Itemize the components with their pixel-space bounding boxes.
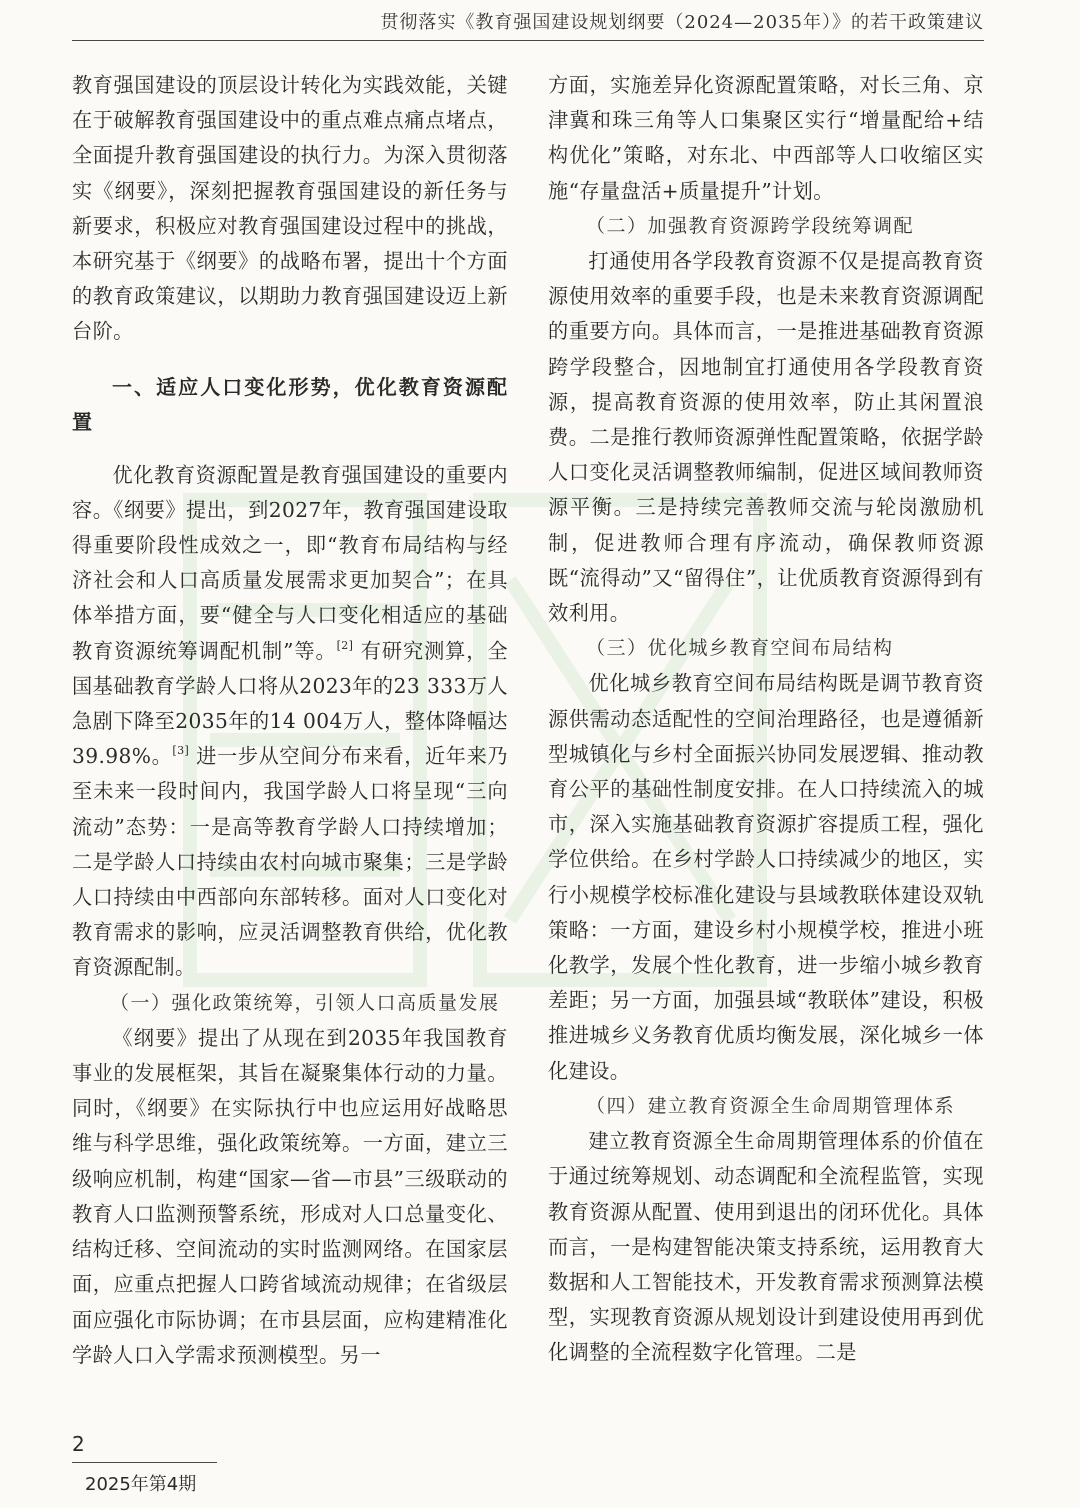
- running-header: 贯彻落实《教育强国建设规划纲要（2024—2035年）》的若干政策建议: [380, 12, 984, 33]
- section-heading-1: 一、适应人口变化形势，优化教育资源配置: [72, 374, 508, 434]
- issue-label: 2025年第4期: [85, 1474, 197, 1495]
- left-column: [72, 68, 508, 1373]
- subsection-heading-4: （四）建立教育资源全生命周期管理体系: [586, 1094, 956, 1117]
- subsection-heading-2: （二）加强教育资源跨学段统筹调配: [586, 214, 915, 237]
- paragraph-policy-coordination: 《纲要》提出了从现在到2035年我国教育事业的发展框架，其旨在凝聚集体行动的力量。同时，《纲要》在实际执行中也应运用好战略思维与科学思维，强化政策统筹。一方面，建立三级响应机制，构建“国家—省—市县”三级联动的教育人口监测预警系统，形成对人口总量变化、结构迁移、空间流动的实时监测网络。在国家层面，应重点把握人口跨省域流动规律；在省级层面应强化市际协调；在市县层面，应构建精准化学龄人口入学需求预测模型。另一: [72, 1025, 508, 1367]
- paragraph-cross-stage: 打通使用各学段教育资源不仅是提高教育资源使用效率的重要手段，也是未来教育资源调配的重要方向。具体而言，一是推进基础教育资源跨学段整合，因地制宜打通使用各学段教育资源，提高教育资源的使用效率，防止其闲置浪费。二是推行教师资源弹性配置策略，依据学龄人口变化灵活调整教师编制，促进区域间教师资源平衡。三是持续完善教师交流与轮岗激励机制，促进教师合理有序流动，确保教师资源既“流得动”又“留得住”，让优质教育资源得到有效利用。: [548, 249, 984, 626]
- subsection-heading-3: （三）优化城乡教育空间布局结构: [586, 637, 894, 660]
- paragraph-text: 进一步从空间分布来看，近年来乃至未来一段时间内，我国学龄人口将呈现“三向流动”态势：一是高等教育学龄人口持续增加；二是学龄人口持续由农村向城市聚集；三是学龄人口持续由中西部向东部转移。面对人口变化对教育需求的影响，应灵活调整教育供给，优化教育资源配制。: [72, 744, 508, 980]
- header-rule: [72, 40, 984, 41]
- paragraph-text: 有研究测算，全国基础教育学龄人口将从2023年的23 333万人急剧下降至2035年的14 004万人，整体降幅达39.98%。: [72, 638, 508, 769]
- subsection-heading-1: （一）强化政策统筹，引领人口高质量发展: [110, 991, 500, 1014]
- intro-paragraph: 教育强国建设的顶层设计转化为实践效能，关键在于破解教育强国建设中的重点难点痛点堵点，全面提升教育强国建设的执行力。为深入贯彻落实《纲要》，深刻把握教育强国建设的新任务与新要求，积极应对教育强国建设过程中的挑战，本研究基于《纲要》的战略布署，提出十个方面的教育政策建议，以期助力教育强国建设迈上新台阶。: [72, 73, 508, 344]
- paragraph-continuation: 方面，实施差异化资源配置策略，对长三角、京津冀和珠三角等人口集聚区实行“增量配给+结构优化”策略，对东北、中西部等人口收缩区实施“存量盘活+质量提升”计划。: [548, 73, 984, 203]
- footer-rule: [72, 1462, 217, 1463]
- page-number: 2: [72, 1432, 85, 1456]
- citation-ref-3: [3]: [172, 744, 190, 758]
- paragraph-text: 优化教育资源配置是教育强国建设的重要内容。《纲要》提出，到2027年，教育强国建设取得重要阶段性成效之一，即“教育布局结构与经济社会和人口高质量发展需求更加契合”；在具体举措方面，要“健全与人口变化相适应的基础教育资源统筹调配机制”等。: [72, 462, 508, 663]
- right-column: [548, 68, 984, 1371]
- paragraph-urban-rural: 优化城乡教育空间布局结构既是调节教育资源供需动态适配性的空间治理路径，也是遵循新型城镇化与乡村全面振兴协同发展逻辑、推动教育公平的基础性制度安排。在人口持续流入的城市，深入实施基础教育资源扩容提质工程，强化学位供给。在乡村学龄人口持续减少的地区，实行小规模学校标准化建设与县域教联体建设双轨策略：一方面，建设乡村小规模学校，推进小班化教学，发展个性化教育，进一步缩小城乡教育差距；另一方面，加强县域“教联体”建设，积极推进城乡义务教育优质均衡发展，深化城乡一体化建设。: [548, 671, 984, 1083]
- paragraph-lifecycle: 建立教育资源全生命周期管理体系的价值在于通过统筹规划、动态调配和全流程监管，实现教育资源从配置、使用到退出的闭环优化。具体而言，一是构建智能决策支持系统，运用教育大数据和人工智能技术，开发教育需求预测算法模型，实现教育资源从规划设计到建设使用再到优化调整的全流程数字化管理。二是: [548, 1129, 984, 1365]
- paragraph-resource-allocation: [72, 458, 508, 986]
- citation-ref-2: [2]: [336, 638, 354, 652]
